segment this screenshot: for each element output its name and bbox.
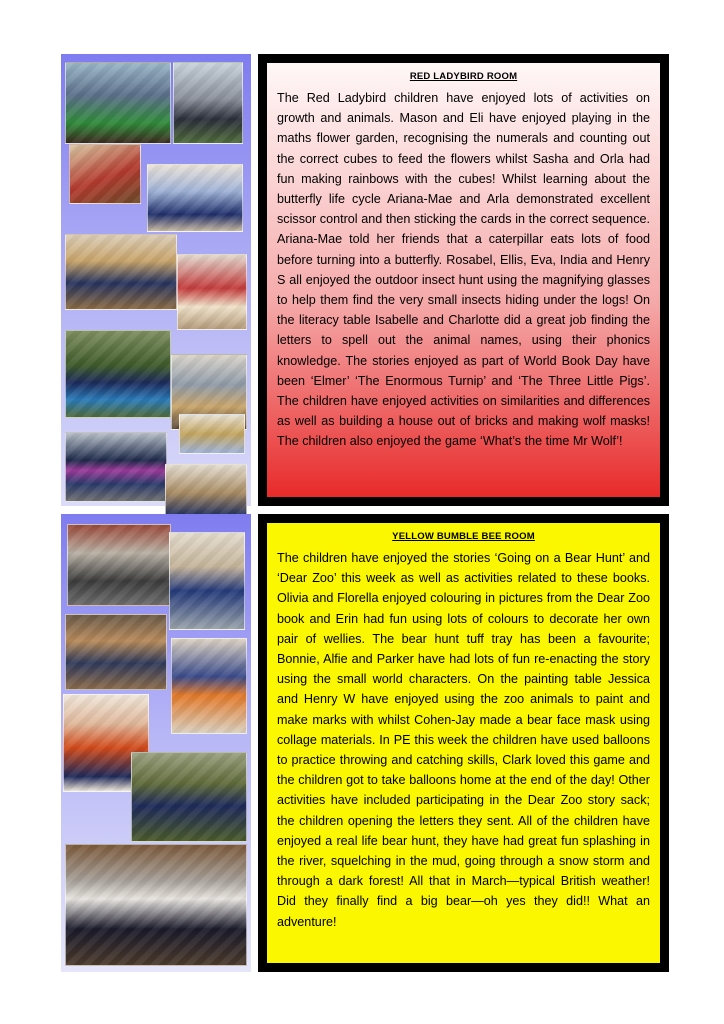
yellow-bumble-bee-body: The children have enjoyed the stories ‘Going on a Bear Hunt’ and ‘Dear Zoo’ this week as well as activities related to these books. Olivia and Florella enjoyed colouring in pictures from the Dear Zoo book and Erin had fun using lots of colours to decorate her own pair of wellies. The bear hunt tuff tray has been a favourite; Bonnie, Alfie and Parker have had lots of fun re-enacting the story using the small world characters. On the painting table Jessica and Henry W have enjoyed using the zoo animals to paint and make marks with whilst Cohen-Jay made a bear face mask using collage materials. In PE this week the children have used balloons to practice throwing and catching skills, Clark loved this game and the children got to take balloons home at the end of the day! Other activities have included participating in the Dear Zoo story sack; the children opening the letters they sent. All of the children have enjoyed a real life bear hunt, they have had great fun splashing in the river, squelching in the mud, going through a snow storm and through a dark forest! All that in March—typical British weather! Did they finally find a big bear—oh yes they did!! What an adventure!: [277, 551, 650, 929]
photo-literacy-table: [179, 414, 245, 454]
photo-small-world: [65, 614, 167, 690]
photo-bear-hunt-group: [131, 752, 247, 842]
yellow-bumble-bee-room-panel: [258, 514, 669, 972]
photo-flower-garden: [65, 62, 171, 144]
yellow-bumble-bee-heading: YELLOW BUMBLE BEE ROOM: [392, 531, 535, 542]
photo-sticking-cards: [177, 254, 247, 330]
photo-child-outdoors: [173, 62, 243, 144]
photo-insect-hunt: [65, 330, 171, 418]
photo-outdoor-play: [67, 524, 171, 606]
photo-child-red-coat: [69, 144, 141, 204]
photo-bear-hunt-tray: [169, 532, 245, 630]
photo-balloons-group: [65, 432, 167, 502]
red-ladybird-room-panel: [258, 54, 669, 506]
red-ladybird-body: The Red Ladybird children have enjoyed lots of activities on growth and animals. Mason and Eli have enjoyed playing in the maths flower garden, recognising the numerals and counting out the correct cubes to feed the flowers whilst Sasha and Orla had fun making rainbows with the cubes! Whilst learning about the butterfly life cycle Ariana-Mae and Arla demonstrated excellent scissor control and then sticking the cards in the correct sequence. Ariana-Mae told her friends that a caterpillar eats lots of food before turning into a butterfly. Rosabel, Ellis, Eva, India and Henry S all enjoyed the outdoor insect hunt using the magnifying glasses to help them find the very small insects hiding under the logs! On the literacy table Isabelle and Charlotte did a great job finding the letters to spell out the animal names, using their phonics knowledge. The stories enjoyed as part of World Book Day have been ‘Elmer’ ‘The Enormous Turnip’ and ‘The Three Little Pigs’. The children have enjoyed activities on similarities and differences as well as building a house out of bricks and making wolf masks! The children also enjoyed the game ‘What’s the time Mr Wolf’!: [277, 91, 650, 449]
photo-children-table: [65, 234, 177, 310]
red-ladybird-heading: RED LADYBIRD ROOM: [409, 71, 518, 82]
photo-bear-masks-row: [65, 844, 247, 966]
photo-collage-red-room: [61, 54, 251, 506]
photo-child-card: [147, 164, 243, 232]
photo-collage-yellow-room: [61, 514, 251, 972]
photo-painting-table: [171, 638, 247, 734]
